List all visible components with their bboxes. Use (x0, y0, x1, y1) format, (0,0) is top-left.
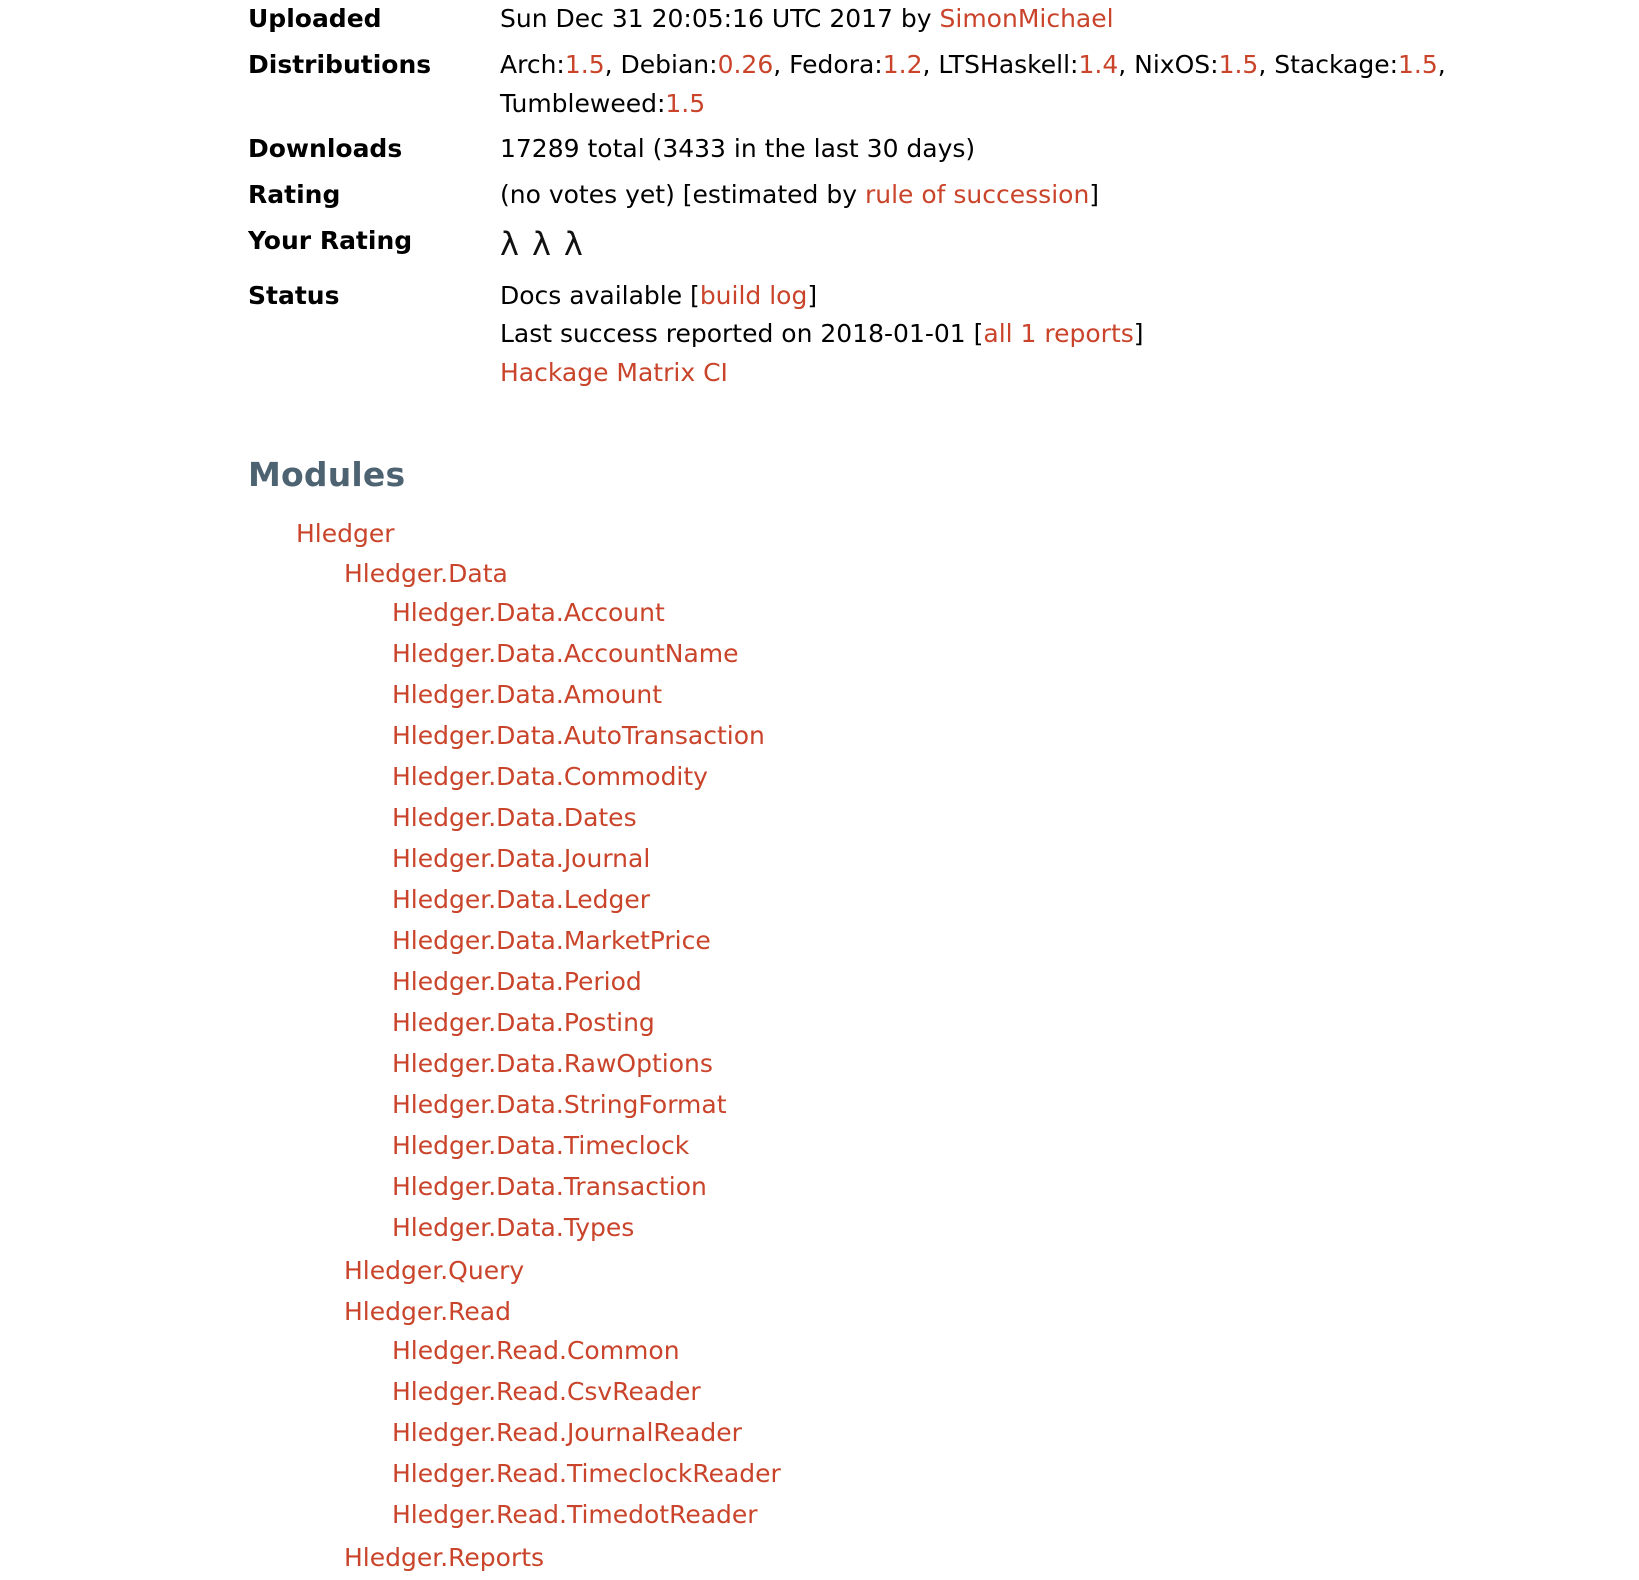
uploader-link[interactable]: SimonMichael (939, 4, 1114, 33)
module-list (344, 553, 1639, 1578)
package-properties-table (0, 0, 1639, 403)
distribution-name: Arch: (500, 49, 565, 79)
module-item (344, 1537, 1639, 1578)
rating-lambda-icon[interactable]: λ (563, 224, 596, 263)
last-success-suffix: ] (1133, 319, 1144, 349)
docs-suffix: ] (807, 280, 818, 310)
rating-lambda-icon[interactable]: λ (531, 224, 564, 263)
module-item (392, 634, 1639, 675)
distribution-version-link[interactable]: 1.5 (665, 88, 706, 118)
rating-prefix: (no votes yet) [estimated by (500, 180, 865, 209)
status-matrix-line (500, 354, 1639, 393)
distribution-separator: , (773, 49, 790, 79)
your-rating-value (500, 222, 1639, 277)
module-link[interactable]: Hledger.Data.Account (392, 598, 665, 628)
docs-prefix: Docs available [ (500, 280, 700, 310)
rating-lambda-icon[interactable]: λ (500, 224, 532, 263)
distribution-version-link[interactable]: 1.4 (1078, 49, 1119, 79)
module-item (344, 553, 1639, 1250)
module-link[interactable]: Hledger.Read.TimedotReader (392, 1500, 758, 1530)
property-row-uploaded (0, 0, 1639, 46)
uploaded-label: Uploaded (248, 4, 382, 33)
downloads-label: Downloads (248, 134, 403, 164)
distribution-version-link[interactable]: 1.5 (1398, 49, 1438, 79)
module-link[interactable]: Hledger.Data.AutoTransaction (392, 721, 765, 751)
property-row-your-rating (0, 222, 1639, 277)
module-item (392, 962, 1639, 1003)
module-link[interactable]: Hledger.Data.Transaction (392, 1172, 707, 1202)
module-item (392, 716, 1639, 757)
module-link[interactable]: Hledger.Data.Journal (392, 844, 651, 874)
distribution-name: NixOS: (1134, 49, 1219, 79)
distribution-name: Stackage: (1274, 49, 1399, 79)
modules-heading: Modules (248, 454, 406, 494)
module-item (392, 839, 1639, 880)
distribution-name: Tumbleweed: (500, 88, 666, 118)
uploaded-value (500, 0, 1639, 46)
last-success-prefix: Last success reported on 2018-01-01 [ (500, 319, 984, 349)
module-item (392, 880, 1639, 921)
module-link[interactable]: Hledger.Reports (344, 1542, 545, 1572)
module-list (392, 1331, 1639, 1536)
uploaded-date: Sun Dec 31 20:05:16 UTC 2017 by (500, 4, 940, 33)
module-link[interactable]: Hledger.Data.Commodity (392, 762, 708, 792)
module-link[interactable]: Hledger.Data.MarketPrice (392, 926, 711, 956)
module-link[interactable]: Hledger.Data.Ledger (392, 885, 651, 915)
module-item (296, 514, 1639, 1580)
distributions-label: Distributions (248, 49, 432, 79)
module-item (392, 1167, 1639, 1208)
rating-value (500, 176, 1639, 222)
rating-suffix: ] (1089, 180, 1100, 209)
rule-of-succession-link[interactable]: rule of succession (864, 180, 1090, 209)
build-log-link[interactable]: build log (699, 280, 808, 310)
status-value (500, 277, 1639, 403)
module-item (392, 1044, 1639, 1085)
module-list (392, 593, 1639, 1249)
distributions-value (500, 46, 1639, 131)
module-item (392, 1126, 1639, 1167)
distribution-separator: , (1437, 49, 1446, 79)
distribution-version-link[interactable]: 1.2 (882, 49, 923, 79)
module-list (296, 514, 1639, 1580)
module-link[interactable]: Hledger.Read.CsvReader (392, 1377, 701, 1407)
distribution-name: Debian: (620, 49, 718, 79)
module-item (392, 1413, 1639, 1454)
distribution-version-link[interactable]: 0.26 (717, 49, 774, 79)
distribution-separator: , (922, 49, 939, 79)
module-link[interactable]: Hledger.Data.StringFormat (392, 1090, 727, 1120)
distribution-version-link[interactable]: 1.5 (1218, 49, 1259, 79)
status-last-success-line (500, 315, 1639, 354)
module-link[interactable]: Hledger.Read.Common (392, 1336, 680, 1366)
lambda-rating-widget[interactable] (500, 222, 596, 263)
module-link[interactable]: Hledger.Data.Posting (392, 1008, 655, 1038)
status-docs-line (500, 277, 1639, 316)
distribution-separator: , (1118, 49, 1135, 79)
module-link[interactable]: Hledger.Data.Dates (392, 803, 637, 833)
rating-label: Rating (248, 180, 341, 209)
module-link[interactable]: Hledger.Data.Timeclock (392, 1131, 690, 1161)
module-link[interactable]: Hledger.Data.Types (392, 1213, 635, 1243)
property-row-status (0, 277, 1639, 403)
module-link[interactable]: Hledger.Data.Amount (392, 680, 663, 710)
module-item (392, 1208, 1639, 1249)
module-item (392, 1331, 1639, 1372)
module-item (344, 1250, 1639, 1291)
status-label: Status (248, 280, 340, 310)
module-item (392, 921, 1639, 962)
distribution-name: LTSHaskell: (938, 49, 1079, 79)
module-link[interactable]: Hledger.Query (344, 1255, 525, 1285)
modules-tree (0, 514, 1639, 1580)
property-row-downloads (0, 130, 1639, 176)
module-link[interactable]: Hledger.Data.RawOptions (392, 1049, 713, 1079)
module-item (344, 1291, 1639, 1537)
property-row-distributions (0, 46, 1639, 131)
module-item (392, 1085, 1639, 1126)
module-link[interactable]: Hledger.Data (344, 558, 508, 588)
module-item (392, 757, 1639, 798)
your-rating-label: Your Rating (248, 225, 413, 255)
module-link[interactable]: Hledger.Data.Period (392, 967, 642, 997)
module-item (392, 798, 1639, 839)
module-item (392, 1372, 1639, 1413)
property-row-rating (0, 176, 1639, 222)
module-item (392, 675, 1639, 716)
distribution-separator: , (1258, 49, 1275, 79)
module-item (392, 1003, 1639, 1044)
module-item (392, 593, 1639, 634)
downloads-value: 17289 total (3433 in the last 30 days) (500, 134, 976, 164)
distribution-name: Fedora: (789, 49, 883, 79)
module-item (392, 1454, 1639, 1495)
module-link[interactable]: Hledger.Read (344, 1296, 511, 1326)
distribution-version-link[interactable]: 1.5 (564, 49, 605, 79)
all-reports-link[interactable]: all 1 reports (983, 319, 1134, 349)
module-link[interactable]: Hledger (296, 519, 395, 549)
module-link[interactable]: Hledger.Read.JournalReader (392, 1418, 742, 1448)
distribution-separator: , (604, 49, 621, 79)
module-link[interactable]: Hledger.Read.TimeclockReader (392, 1459, 781, 1489)
module-item (392, 1495, 1639, 1536)
module-link[interactable]: Hledger.Data.AccountName (392, 639, 739, 669)
hackage-matrix-ci-link[interactable]: Hackage Matrix CI (500, 358, 728, 387)
distributions-list (500, 46, 1620, 124)
